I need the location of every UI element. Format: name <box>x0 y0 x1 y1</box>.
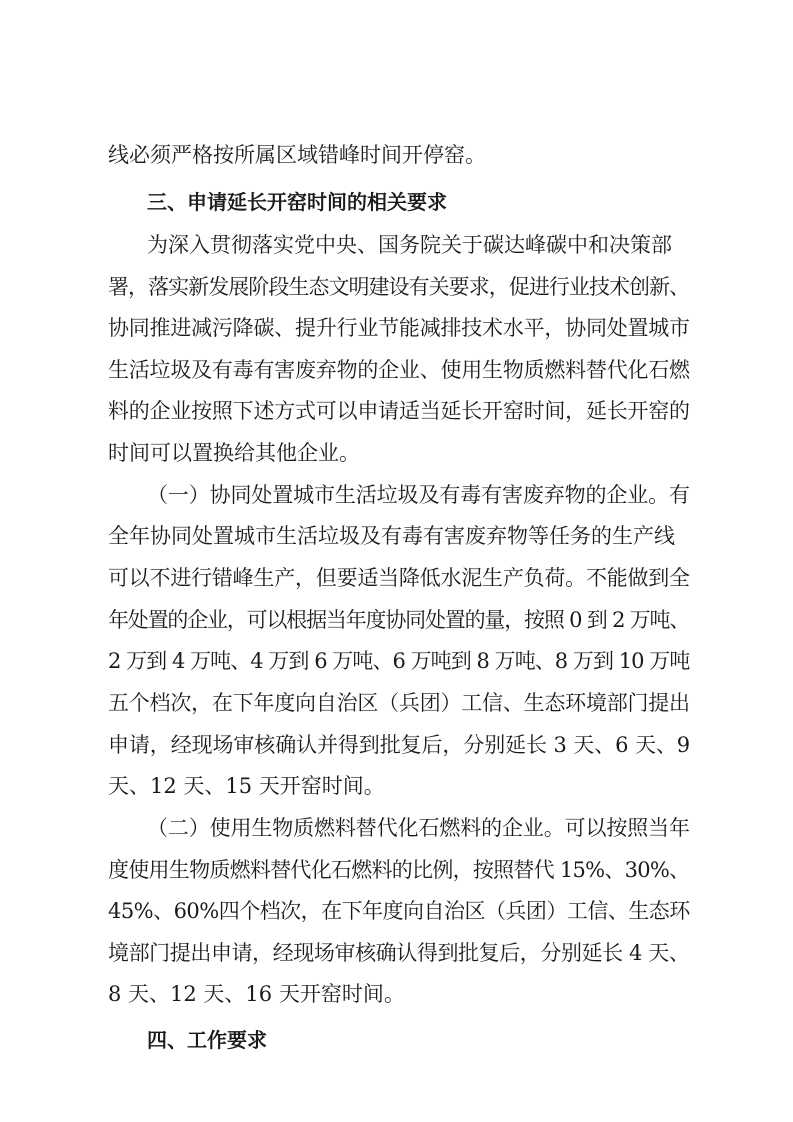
text-line: 线必须严格按所属区域错峰时间开停窑。 <box>108 143 486 167</box>
text-line: 五个档次，在下年度向自治区（兵团）工信、生态环境部门提出 <box>108 691 690 715</box>
text-line: 境部门提出申请，经现场审核确认得到批复后，分别延长 4 天、 <box>108 941 690 965</box>
text-line: 8 天、12 天、16 天开窑时间。 <box>108 982 405 1006</box>
text-line: 可以不进行错峰生产，但要适当降低水泥生产负荷。不能做到全 <box>108 566 690 590</box>
text-line: 料的企业按照下述方式可以申请适当延长开窑时间，延长开窑的 <box>108 399 690 423</box>
text-line: 年处置的企业，可以根据当年度协同处置的量，按照 0 到 2 万吨、 <box>108 608 690 632</box>
text-line: 署，落实新发展阶段生态文明建设有关要求，促进行业技术创新、 <box>108 275 690 299</box>
text-line: 2 万到 4 万吨、4 万到 6 万吨、6 万吨到 8 万吨、8 万到 10 万吨 <box>108 649 690 673</box>
text-line: （一）协同处置城市生活垃圾及有毒有害废弃物的企业。有 <box>147 483 690 507</box>
text-line: 天、12 天、15 天开窑时间。 <box>108 774 385 798</box>
section-heading: 四、工作要求 <box>147 1028 267 1052</box>
text-line: （二）使用生物质燃料替代化石燃料的企业。可以按照当年 <box>147 816 690 840</box>
text-line: 全年协同处置城市生活垃圾及有毒有害废弃物等任务的生产线 <box>108 524 675 548</box>
text-line: 为深入贯彻落实党中央、国务院关于碳达峰碳中和决策部 <box>147 233 672 257</box>
text-line: 45%、60%四个档次，在下年度向自治区（兵团）工信、生态环 <box>108 899 690 923</box>
section-heading: 三、申请延长开窑时间的相关要求 <box>147 190 447 214</box>
text-line: 协同推进减污降碳、提升行业节能减排技术水平，协同处置城市 <box>108 316 690 340</box>
text-line: 申请，经现场审核确认并得到批复后，分别延长 3 天、6 天、9 <box>108 733 691 757</box>
text-line: 时间可以置换给其他企业。 <box>108 441 360 465</box>
text-line: 生活垃圾及有毒有害废弃物的企业、使用生物质燃料替代化石燃 <box>108 358 690 382</box>
text-line: 度使用生物质燃料替代化石燃料的比例，按照替代 15%、30%、 <box>108 858 690 882</box>
